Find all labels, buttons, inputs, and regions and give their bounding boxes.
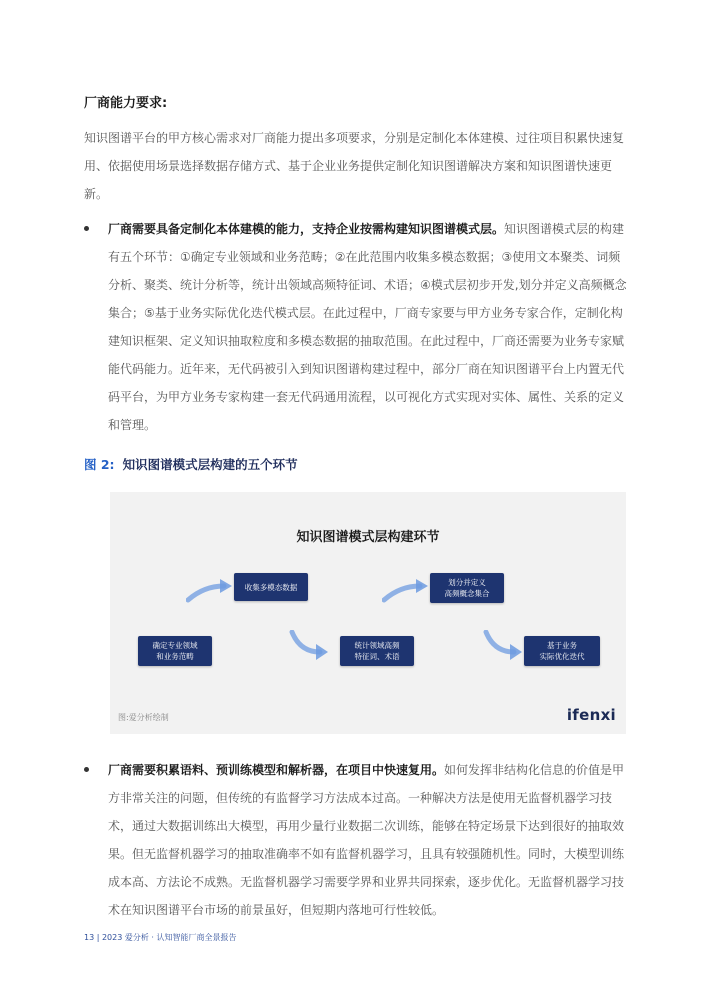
node-line: 收集多模态数据 (244, 582, 298, 592)
node-line: 统计领域高频 (354, 641, 400, 650)
bullet-text (108, 756, 629, 924)
figure-caption (84, 455, 298, 473)
figure-panel (110, 492, 626, 734)
bullet-body: 知识图谱模式层的构建有五个环节：①确定专业领域和业务范畴；②在此范围内收集多模态数据；③使用文本聚类、词频分析、聚类、统计分析等，统计出领域高频特征词、术语；④模式层初步开发,划分并定义高频概念集合；⑤基于业务实际优化迭代模式层。在此过程中，厂商专家要与甲方业务专家合作，定制化构建知识框架、定义知识抽取粒度和多模态数据的抽取范围。在此过程中，厂商还需要为业务专家赋能代码能力。近年来，无代码被引入到知识图谱构建过程中，部分厂商在知识图谱平台上内置无代码平台，为甲方业务专家构建一套无代码通用流程，以可视化方式实现对实体、属性、关系的定义和管理。 (108, 222, 627, 432)
flow-node (234, 573, 308, 601)
figure-label: 图 2: (84, 457, 115, 472)
bullet-lead: 厂商需要积累语料、预训练模型和解析器，在项目中快速复用。 (108, 763, 445, 777)
arrow-icon (382, 578, 428, 604)
flow-node (430, 573, 504, 603)
flow-node (524, 636, 600, 666)
node-line: 高频概念集合 (444, 589, 490, 598)
brand-logo: ifenxi (566, 706, 616, 724)
node-line: 和业务范畴 (156, 652, 194, 661)
node-line: 划分并定义 (448, 578, 486, 587)
arrow-icon (482, 630, 524, 662)
node-line: 实际优化迭代 (539, 652, 585, 661)
flow-node (340, 636, 414, 666)
bullet-body: 如何发挥非结构化信息的价值是甲方非常关注的问题，但传统的有监督学习方法成本过高。一种解决方法是使用无监督机器学习技术，通过大数据训练出大模型，再用少量行业数据二次训练，能够在特定场景下达到很好的抽取效果。但无监督机器学习的抽取准确率不如有监督机器学习，且具有较强随机性。同时，大模型训练成本高、方法论不成熟。无监督机器学习需要学界和业界共同探索，逐步优化。无监督机器学习技术在知识图谱平台市场的前景虽好，但短期内落地可行性较低。 (108, 763, 625, 917)
arrow-icon (288, 630, 330, 662)
bullet-lead: 厂商需要具备定制化本体建模的能力，支持企业按需构建知识图谱模式层。 (108, 222, 505, 236)
flow-node (138, 636, 212, 666)
arrow-icon (186, 578, 232, 604)
figure-source: 图:爱分析绘制 (118, 713, 169, 722)
node-line: 确定专业领域 (152, 641, 198, 650)
bullet-dot (84, 226, 89, 231)
bullet-item (84, 215, 629, 439)
node-line: 基于业务 (547, 641, 577, 650)
intro-paragraph: 知识图谱平台的甲方核心需求对厂商能力提出多项要求，分别是定制化本体建模、过往项目积累快速复用、依据使用场景选择数据存储方式、基于企业业务提供定制化知识图谱解决方案和知识图谱快速更新。 (84, 131, 625, 201)
figure-title: 知识图谱模式层构建环节 (296, 530, 440, 545)
bullet-text (108, 215, 629, 439)
figure-caption-text: 知识图谱模式层构建的五个环节 (122, 457, 298, 472)
node-line: 特征词、术语 (354, 652, 400, 661)
page-footer: 13 | 2023 爱分析 · 认知智能厂商全景报告 (84, 933, 237, 942)
bullet-dot (84, 767, 89, 772)
section-heading: 厂商能力要求: (84, 96, 168, 111)
bullet-item (84, 756, 629, 924)
